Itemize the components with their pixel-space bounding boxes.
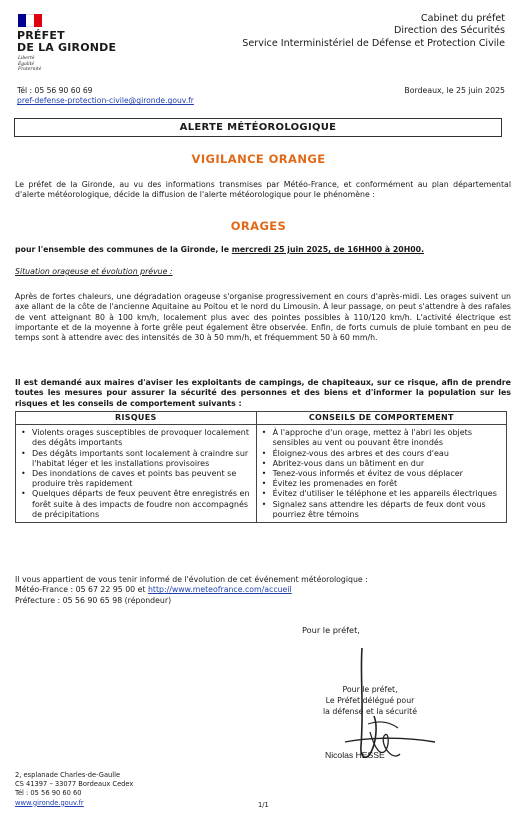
list-item: • Évitez d'utiliser le téléphone et les appareils électriques [261,489,502,499]
signature-salutation: Pour le préfet, [302,625,360,635]
info-block [15,575,368,606]
list-item: • Évitez les promenades en forêt [261,479,502,489]
republic-flag-icon [18,14,42,27]
advice-list [261,428,502,520]
period-date: mercredi 25 juin 2025, de 16HH00 à 20H00. [231,245,425,254]
logo-title-line: PRÉFET [17,29,65,42]
dateline: Bordeaux, le 25 juin 2025 [404,86,505,95]
list-item: • Éloignez-vous des arbres et des cours d'eau [261,449,502,459]
mayors-instruction: Il est demandé aux maires d'aviser les exploitants de campings, de chapiteaux, sur ce risque, afin de prendre toutes les mesures pour assurer la sécurité des personnes et des biens et d'informer la population sur les risques et les conseils de comportement suivants : [15,378,511,408]
office-line: Cabinet du préfet [420,13,505,24]
contact-email-link[interactable]: pref-defense-protection-civile@gironde.gouv.fr [17,96,194,106]
flag-blue-band [18,14,26,27]
situation-heading: Situation orageuse et évolution prévue : [15,267,173,276]
info-line: Il vous appartient de vous tenir informé de l'évolution de cet événement météorologique : [15,575,368,584]
list-item: • Des inondations de caves et points bas peuvent se produire très rapidement [20,469,252,489]
phenomenon-title: ORAGES [230,219,287,233]
footer-line: CS 41397 – 33077 Bordeaux Cedex [15,780,134,789]
table-header-row [16,412,507,425]
advice-header: CONSEILS DE COMPORTEMENT [256,412,506,425]
motto-line: Égalité [18,61,35,67]
list-item: • Signalez sans attendre les départs de feux dont vous pourriez être témoins [261,500,502,520]
signatory-name: Nicolas HESSE [325,750,385,760]
list-item: • À l'approche d'un orage, mettez à l'abri les objets sensibles au vent ou pouvant être inondés [261,428,502,448]
motto-line: Fraternité [18,67,42,73]
flag-red-band [34,14,42,27]
republic-motto [18,56,41,73]
meteo-france-link[interactable]: http://www.meteofrance.com/accueil [147,585,292,595]
table-row [16,425,507,523]
office-header [242,13,505,50]
footer-website-link[interactable]: www.gironde.gouv.fr [15,798,84,807]
office-line: Direction des Sécurités [393,25,505,37]
list-item: • Quelques départs de feux peuvent être enregistrés en forêt suite à des impacts de foudre non accompagnés de précipitations [20,489,252,520]
vigilance-level: VIGILANCE ORANGE [191,152,326,166]
signatory-line: la défense et la sécurité [322,707,418,717]
flag-white-band [26,14,34,27]
footer-address [15,771,133,808]
page-number: 1/1 [258,801,269,809]
advice-cell [256,425,506,523]
signatory-title [306,684,434,718]
period-prefix: pour l'ensemble des communes de la Gironde, le [15,245,232,254]
motto-line: Liberté [18,56,35,61]
risks-header: RISQUES [16,412,257,425]
footer-line: 2, esplanade Charles-de-Gaulle [15,771,121,779]
intro-paragraph: Le préfet de la Gironde, au vu des informations transmises par Météo-France, et conformément au plan départemental d'alerte météorologique, décide la diffusion de l'alerte météorologique pour le phénomène : [15,180,511,200]
list-item: • Des dégâts importants sont localement à craindre sur l'habitat léger et les installations provisoires [20,449,252,469]
signatory-line: Le Préfet délégué pour [325,696,415,706]
meteo-prefix: Météo-France : 05 67 22 95 00 et [15,585,148,595]
alert-period [15,245,424,254]
prefecture-phone: Préfecture : 05 56 90 65 98 (répondeur) [15,595,172,605]
risks-advice-table [15,411,507,523]
alert-title: ALERTE MÉTÉOROLOGIQUE [179,122,337,133]
situation-paragraph: Après de fortes chaleurs, une dégradation orageuse s'organise progressivement en cours d'après-midi. Les orages suivent un axe allant de la côte de l'ancienne Aquitaine au Poitou et le nord du Limousin. À leur passage, on peut s'attendre à des rafales de vent atteignant 80 à 100 km/h, localement plus avec des pointes possibles à 110/120 km/h. L'activité électrique est importante et de la moyenne à forte grêle peut également être observée. Enfin, de forts cumuls de pluie tombant en peu de temps sont à attendre avec des intensités de 30 à 50 mm/h, et fréquemment 50 à 60 mm/h. [15,292,511,343]
footer-line: Tél : 05 56 90 60 60 [15,789,82,798]
list-item: • Tenez-vous informés et évitez de vous déplacer [261,469,502,479]
logo-title-line: DE LA GIRONDE [17,41,117,54]
prefecture-logo-title [17,30,116,54]
list-item: • Violents orages susceptibles de provoquer localement des dégâts importants [20,428,252,448]
signatory-line: Pour le préfet, [342,685,398,694]
contact-block [17,86,194,107]
risks-list [20,428,252,520]
risks-cell [16,425,257,523]
alert-title-box [14,118,502,137]
contact-phone: Tél : 05 56 90 60 69 [17,86,93,95]
list-item: • Abritez-vous dans un bâtiment en dur [261,459,502,469]
office-line: Service Interministériel de Défense et Protection Civile [242,37,505,49]
meteo-france-line [15,585,368,595]
